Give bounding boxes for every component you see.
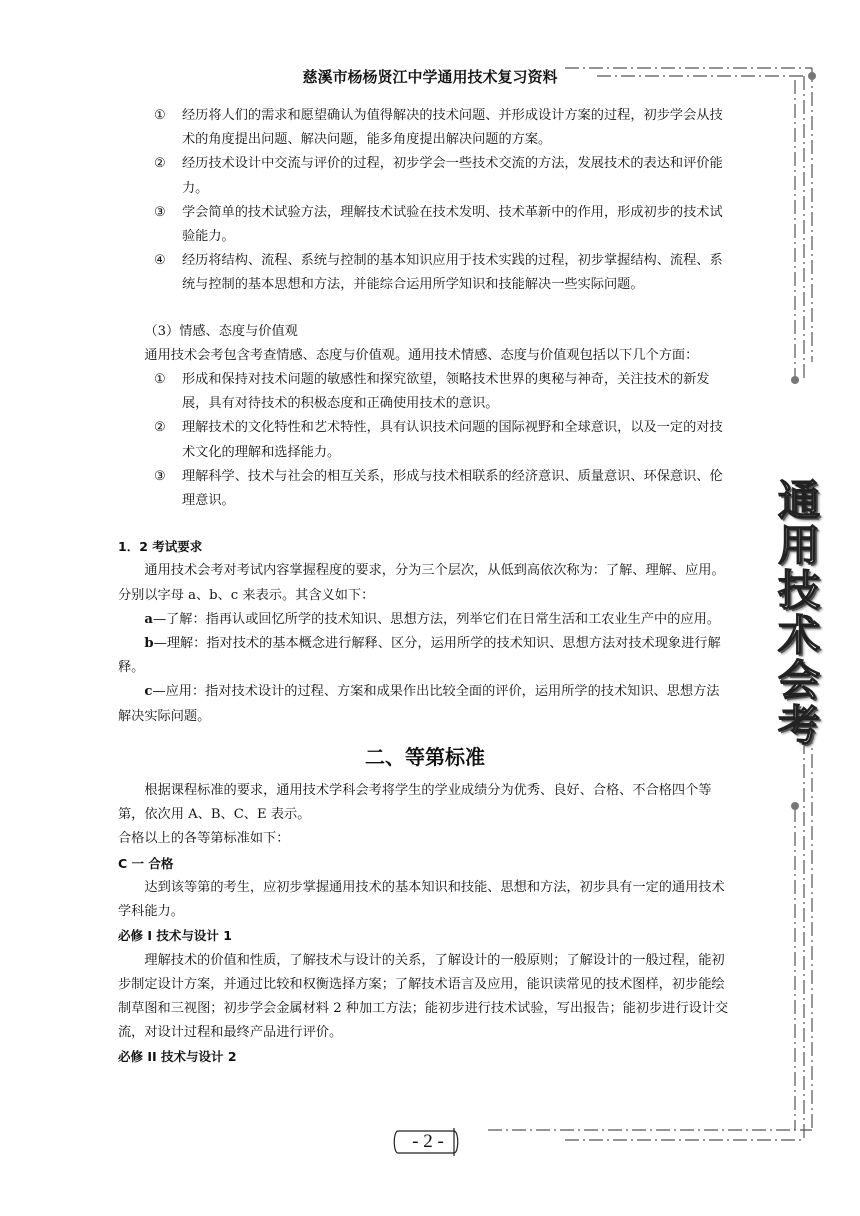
- list-item: [118, 152, 732, 200]
- spacer: [118, 298, 732, 320]
- banner-char: 通: [777, 476, 820, 525]
- spacer: [118, 513, 732, 535]
- item-number: ③: [154, 204, 166, 220]
- module1-text: 理解技术的价值和性质，了解技术与设计的关系，了解设计的一般原则；了解设计的一般过程，能初步制定设计方案，并通过比较和权衡选择方案；了解技术语言及应用，能识读常见的技术图样，初步能绘制草图和三视图；初步学会金属材料 2 种加工方法；能初步进行技术试验，写出报告；能初步进行设计交流，对设计过程和最终产品进行评价。: [118, 952, 729, 1041]
- list-item: [118, 201, 732, 249]
- level-key: b: [144, 636, 154, 652]
- item-number: ③: [154, 468, 166, 484]
- grade-c-text: 达到该等第的考生，应初步掌握通用技术的基本知识和技能、思想和方法，初步具有一定的通用技术学科能力。: [118, 879, 725, 920]
- exam-level-a: [118, 608, 732, 632]
- item-number: ②: [154, 420, 166, 436]
- banner-char: 考: [777, 701, 820, 750]
- grade-c-heading: C 一 合格: [118, 855, 174, 871]
- list-item: [118, 249, 732, 297]
- item-text: 经历将人们的需求和愿望确认为值得解决的技术问题、并形成设计方案的过程，初步学会从技术的角度提出问题、解决问题，能多角度提出解决问题的方案。: [182, 108, 723, 148]
- page-number: [392, 1126, 464, 1158]
- item-number: ①: [154, 108, 166, 123]
- item-text: 理解科学、技术与社会的相互关系，形成与技术相联系的经济意识、质量意识、环保意识、伦理意识。: [182, 468, 723, 509]
- level-text: —了解：指再认或回忆所学的技术知识、思想方法，列举它们在日常生活和工农业生产中的应用。: [152, 611, 720, 627]
- list-item: [118, 104, 732, 152]
- banner-char: 术: [777, 611, 820, 660]
- exam-level-b: [118, 632, 732, 680]
- module1-heading: 必修 I 技术与设计 1: [118, 928, 232, 944]
- banner-char: 会: [777, 656, 820, 705]
- banner-char: 技: [777, 566, 820, 615]
- level-text: —理解：指对技术的基本概念进行解释、区分，运用所学的技术知识、思想方法对技术现象进行解释。: [118, 636, 721, 676]
- level-text: —应用：指对技术设计的过程、方案和成果作出比较全面的评价，运用所学的技术知识、思想方法解决实际问题。: [118, 684, 720, 724]
- attitude-heading: （3）情感、态度与价值观: [144, 323, 298, 339]
- page-number-text: - 2 -: [412, 1131, 444, 1152]
- attitude-intro: 通用技术会考包含考查情感、态度与价值观。通用技术情感、态度与价值观包括以下几个方面：: [144, 347, 699, 363]
- item-number: ②: [154, 156, 166, 172]
- level-key: c: [144, 684, 153, 700]
- item-text: 理解技术的文化特性和艺术特性，具有认识技术问题的国际视野和全球意识，以及一定的对技术文化的理解和选择能力。: [182, 420, 723, 460]
- list-item: [118, 465, 732, 513]
- item-number: ①: [154, 372, 166, 388]
- module2-heading: 必修 II 技术与设计 2: [118, 1049, 237, 1065]
- item-text: 经历技术设计中交流与评价的过程，初步学会一些技术交流的方法，发展技术的表达和评价能力。: [182, 156, 723, 196]
- item-text: 经历将结构、流程、系统与控制的基本知识应用于技术实践的过程，初步掌握结构、流程、系统与控制的基本思想和方法，并能综合运用所学知识和技能解决一些实际问题。: [182, 253, 723, 293]
- section-title: 二、等第标准: [365, 744, 485, 769]
- exam-level-c: [118, 680, 732, 728]
- exam-heading: 1．2 考试要求: [118, 539, 203, 555]
- side-banner: [768, 478, 830, 748]
- page-header-title: 慈溪市杨杨贤江中学通用技术复习资料: [302, 68, 558, 86]
- list-item: [118, 416, 732, 464]
- attitude-list: [118, 368, 732, 513]
- item-text: 学会简单的技术试验方法，理解技术试验在技术发明、技术革新中的作用，形成初步的技术试验能力。: [182, 204, 723, 245]
- item-text: 形成和保持对技术问题的敏感性和探究欲望，领略技术世界的奥秘与神奇，关注技术的新发展，具有对待技术的积极态度和正确使用技术的意识。: [182, 372, 710, 412]
- list-item: [118, 368, 732, 416]
- item-number: ④: [154, 253, 166, 269]
- document-body: [118, 104, 732, 1070]
- level-key: a: [144, 611, 153, 627]
- exam-intro: 通用技术会考对考试内容掌握程度的要求，分为三个层次，从低到高依次称为：了解、理解、应用。分别以字母 a、b、c 来表示。其含义如下：: [118, 563, 725, 603]
- banner-char: 用: [777, 521, 820, 570]
- grading-sub: 合格以上的各等第标准如下：: [118, 831, 290, 847]
- grading-intro: 根据课程标准的要求，通用技术学科会考将学生的学业成绩分为优秀、良好、合格、不合格四个等第，依次用 A、B、C、E 表示。: [118, 783, 712, 823]
- skills-list: [118, 104, 732, 298]
